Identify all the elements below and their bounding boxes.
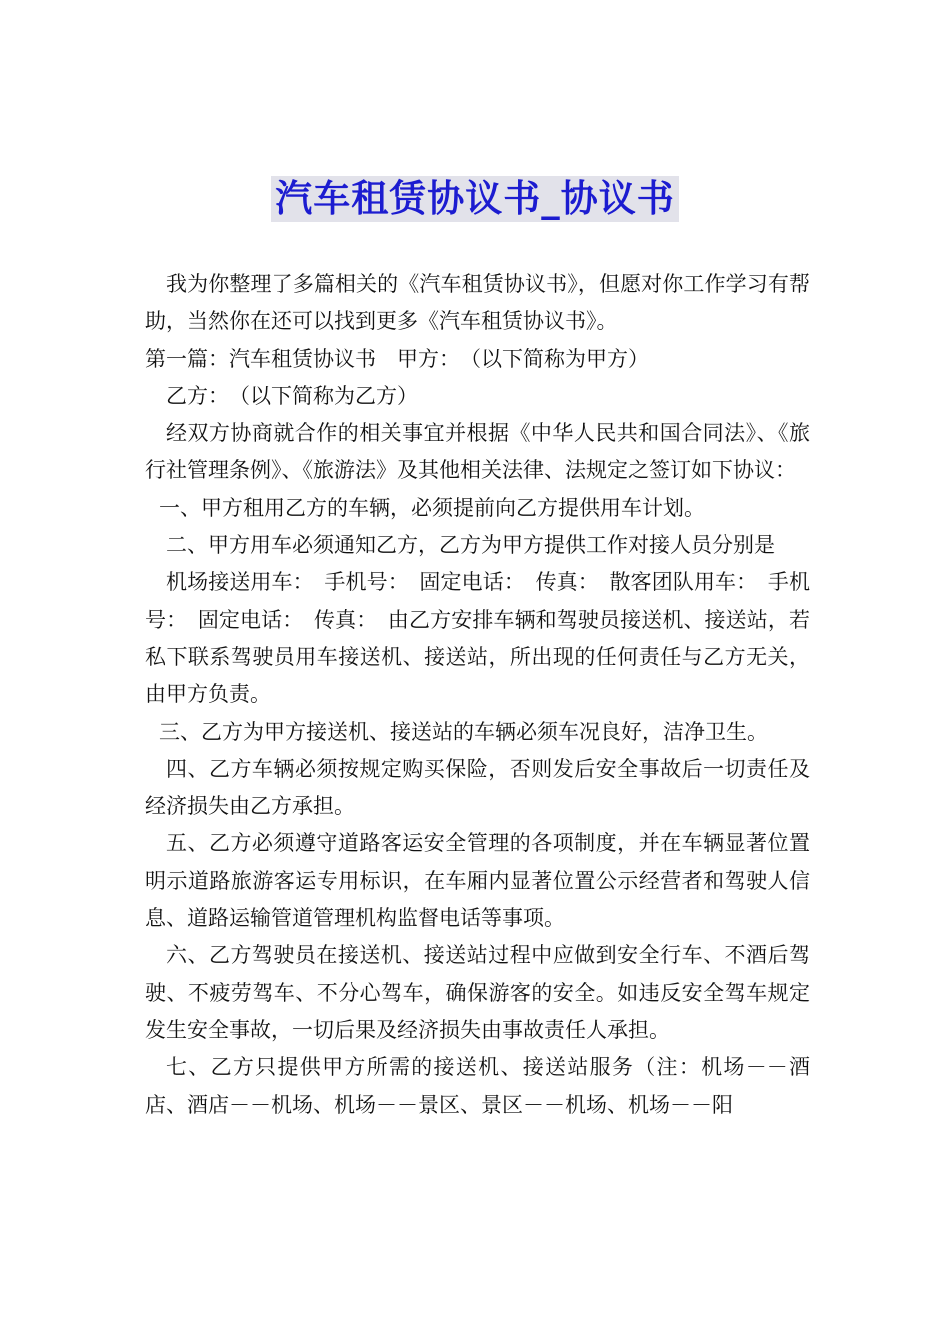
paragraph-clause-5: 五、乙方必须遵守道路客运安全管理的各项制度，并在车辆显著位置明示道路旅游客运专用标识，在车厢内显著位置公示经营者和驾驶人信息、道路运输管道管理机构监督电话等事项。 (145, 831, 810, 931)
document-body (145, 266, 810, 1124)
paragraph-party-b: 乙方： （以下简称为乙方） (166, 383, 418, 408)
paragraph-clause-2: 二、甲方用车必须通知乙方，乙方为甲方提供工作对接人员分别是 (166, 533, 775, 558)
page-title: 汽车租赁协议书_协议书 (271, 176, 679, 222)
title-block (0, 176, 950, 222)
paragraph-clause-1: 一、甲方租用乙方的车辆，必须提前向乙方提供用车计划。 (159, 495, 705, 520)
paragraph-contacts: 机场接送用车： 手机号： 固定电话： 传真： 散客团队用车： 手机号： 固定电话： 传真： 由乙方安排车辆和驾驶员接送机、接送站，若私下联系驾驶员用车接送机、接送站，所出现的任何责任与乙方无关，由甲方负责。 (145, 570, 810, 707)
paragraph-clause-7: 七、乙方只提供甲方所需的接送机、接送站服务（注：机场－－酒店、酒店－－机场、机场－－景区、景区－－机场、机场－－阳 (145, 1055, 810, 1117)
paragraph-clause-3: 三、乙方为甲方接送机、接送站的车辆必须车况良好，洁净卫生。 (159, 719, 768, 744)
paragraph-section-heading: 第一篇：汽车租赁协议书 甲方： （以下简称为甲方） (145, 346, 649, 371)
paragraph-clause-6: 六、乙方驾驶员在接送机、接送站过程中应做到安全行车、不酒后驾驶、不疲劳驾车、不分心驾车，确保游客的安全。如违反安全驾车规定发生安全事故，一切后果及经济损失由事故责任人承担。 (145, 943, 810, 1042)
paragraph-preamble: 经双方协商就合作的相关事宜并根据《中华人民共和国合同法》、《旅行社管理条例》、《旅游法》及其他相关法律、法规定之签订如下协议： (145, 421, 810, 483)
paragraph-intro: 我为你整理了多篇相关的《汽车租赁协议书》，但愿对你工作学习有帮助，当然你在还可以找到更多《汽车租赁协议书》。 (145, 272, 810, 334)
paragraph-clause-4: 四、乙方车辆必须按规定购买保险，否则发后安全事故后一切责任及经济损失由乙方承担。 (145, 756, 810, 819)
